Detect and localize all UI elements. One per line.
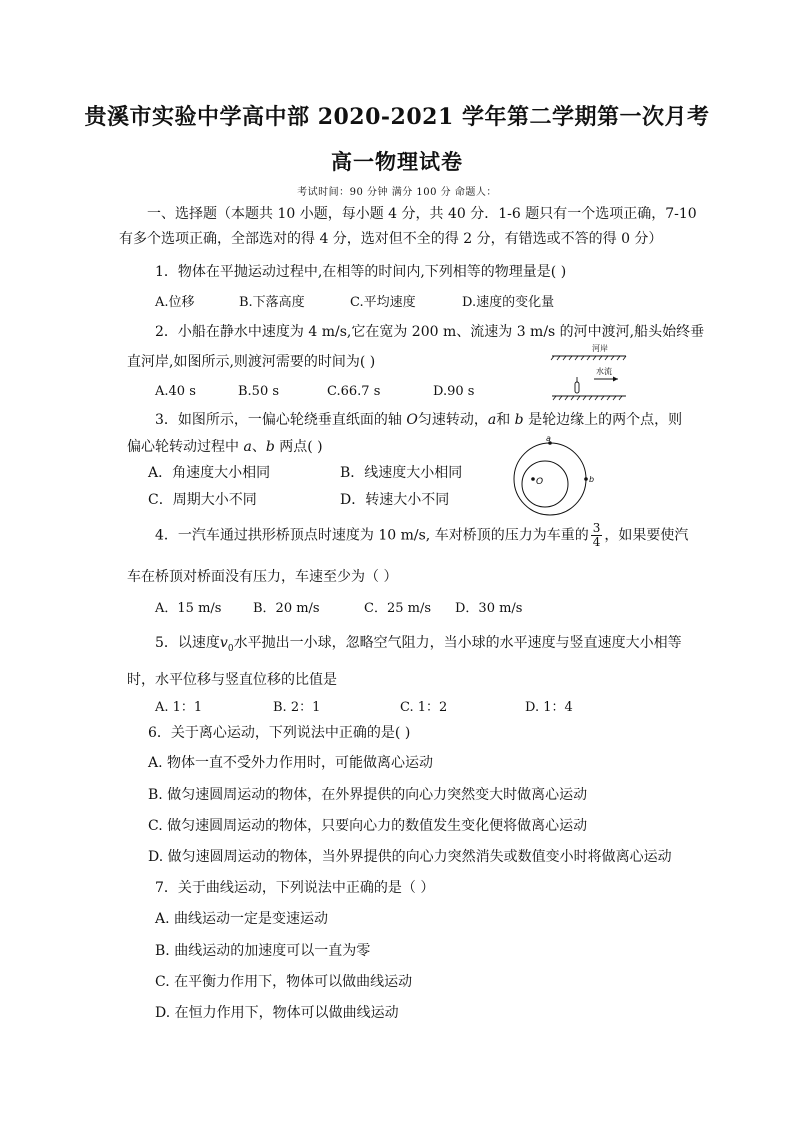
q2-option-b: B.50 s: [238, 384, 280, 399]
q4-option-d: D．30 m/s: [455, 601, 523, 616]
q5-option-c: C. 1：2: [400, 700, 448, 715]
section-intro-line2: 有多个选项正确，全部选对的得 4 分，选对但不全的得 2 分，有错选或不答的得 0 分）: [119, 231, 663, 247]
q5-option-b: B. 2：1: [273, 700, 321, 715]
label-a: a: [546, 434, 551, 443]
q4-option-b: B．20 m/s: [253, 601, 320, 616]
outer-wheel-circle: [514, 443, 586, 515]
q5-option-d: D. 1：4: [525, 700, 573, 715]
q2-option-d: D.90 s: [433, 384, 475, 399]
q3-option-a: A．角速度大小相同: [148, 465, 271, 481]
q2-stem-line2: 直河岸,如图所示,则渡河需要的时间为( ): [127, 354, 376, 370]
q7-option-a: A. 曲线运动一定是变速运动: [155, 911, 329, 927]
q6-stem: 6．关于离心运动，下列说法中正确的是( ): [148, 725, 411, 741]
q3-option-b: B．线速度大小相同: [340, 465, 463, 481]
exam-info: 考试时间：90 分钟 满分 100 分 命题人：: [297, 187, 497, 198]
q2-stem-line1: 2．小船在静水中速度为 4 m/s,它在宽为 200 m、流速为 3 m/s 的河中渡河,船头始终垂: [155, 324, 705, 340]
q2-option-c: C.66.7 s: [327, 384, 381, 399]
exam-title: 贵溪市实验中学高中部 2020-2021 学年第二学期第一次月考: [84, 104, 710, 130]
q7-option-b: B. 曲线运动的加速度可以一直为零: [155, 943, 371, 959]
q3-wheel-figure: [508, 432, 598, 522]
q2-option-a: A.40 s: [155, 384, 196, 399]
q5-option-a: A. 1：1: [155, 700, 203, 715]
q1-option-d: D.速度的变化量: [462, 295, 555, 310]
q1-stem: 1．物体在平抛运动过程中,在相等的时间内,下列相等的物理量是( ): [155, 264, 567, 280]
q6-option-a: A. 物体一直不受外力作用时，可能做离心运动: [148, 755, 434, 771]
q3-stem-line2: 偏心轮转动过程中 a、b 两点( ): [127, 439, 323, 455]
q6-option-c: C. 做匀速圆周运动的物体，只要向心力的数值发生变化便将做离心运动: [148, 818, 588, 834]
lower-bank: [552, 396, 626, 400]
q3-option-c: C．周期大小不同: [148, 492, 257, 508]
axis-o-marker: [531, 477, 535, 481]
q7-option-c: C. 在平衡力作用下，物体可以做曲线运动: [155, 974, 413, 990]
q2-river-figure: [546, 341, 632, 403]
q7-option-d: D. 在恒力作用下，物体可以做曲线运动: [155, 1005, 399, 1021]
q1-option-a: A.位移: [155, 295, 195, 310]
q4-stem-line2: 车在桥顶对桥面没有压力，车速至少为（ ）: [127, 569, 398, 585]
q5-stem-line2: 时，水平位移与竖直位移的比值是: [127, 672, 337, 688]
q5-stem-line1: 5．以速度$v_0$水平抛出一小球，忽略空气阻力，当小球的水平速度与竖直速度大小相等: [155, 635, 682, 654]
q4-option-a: A．15 m/s: [155, 601, 222, 616]
q6-option-d: D. 做匀速圆周运动的物体，当外界提供的向心力突然消失或数值变小时将做离心运动: [148, 849, 672, 865]
label-o: O: [536, 477, 544, 487]
q4-stem-line1: 4．一汽车通过拱形桥顶点时速度为 10 m/s, 车对桥顶的压力为车重的 $\frac{3}{4}$ ，如果要使汽: [155, 521, 689, 549]
q7-stem: 7．关于曲线运动，下列说法中正确的是（ ）: [155, 880, 435, 896]
point-b-marker: [584, 477, 588, 481]
exam-subtitle: 高一物理试卷: [331, 149, 463, 174]
q4-fraction: $\frac{3}{4}$: [592, 521, 601, 549]
q3-option-d: D．转速大小不同: [340, 492, 450, 508]
q4-option-c: C．25 m/s: [364, 601, 431, 616]
q1-option-c: C.平均速度: [350, 295, 416, 310]
q1-option-b: B.下落高度: [239, 295, 305, 310]
upper-bank: [551, 356, 626, 360]
section-intro-line1: 一、选择题（本题共 10 小题，每小题 4 分，共 40 分．1-6 题只有一个选项正确，7-10: [147, 206, 697, 222]
label-b: b: [589, 475, 595, 484]
q2-flow-label: 水流: [596, 367, 612, 376]
inner-wheel-circle: [522, 461, 568, 507]
boat-icon: [575, 377, 579, 393]
q6-option-b: B. 做匀速圆周运动的物体，在外界提供的向心力突然变大时做离心运动: [148, 787, 588, 803]
q3-stem-line1: 3．如图所示，一偏心轮绕垂直纸面的轴 O匀速转动，a和 b 是轮边缘上的两个点，则: [155, 412, 683, 428]
flow-arrow: [594, 377, 618, 382]
q2-bank-label: 河岸: [592, 344, 608, 353]
